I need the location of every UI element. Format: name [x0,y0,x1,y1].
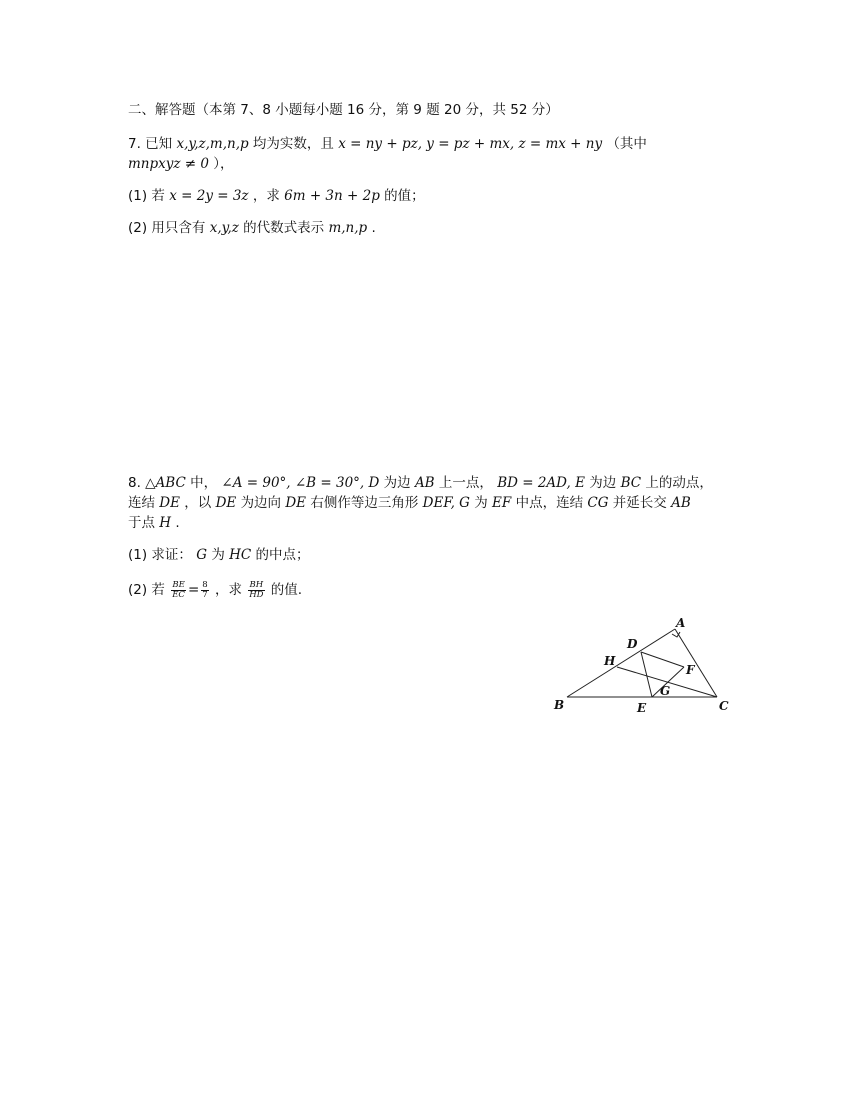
q8-triangle: ABC [155,475,186,491]
q7-part1-expression: 6m + 3n + 2p [284,188,380,204]
q8-part2 [128,578,302,602]
label-a: A [676,616,686,630]
q7-part2-suffix: . [371,220,376,236]
label-f: F [686,663,695,677]
q7-part2-vars: x,y,z [209,220,239,236]
q7-part2-prefix: (2) 用只含有 [128,220,206,236]
q8-part1 [128,546,310,564]
q8-text: 右侧作等边三角形 [310,495,419,511]
q7-part2 [128,219,376,237]
q7-text: ）， [213,156,234,172]
q8-part2-prefix: (2) 若 [128,582,165,598]
q8-part2-suffix: 的值. [270,582,303,598]
q8-text: 8. △ [128,475,156,491]
fraction-be-ec [171,581,186,600]
q8-part1-text: 为 [211,547,225,563]
q8-segment: HC [229,547,252,563]
label-g: G [660,684,671,698]
q8-part1-prefix: (1) 求证： [128,547,192,563]
q8-text: 于点 [128,515,155,531]
segment-ef [652,667,684,697]
q7-vars: x,y,z,m,n,p [176,136,249,152]
q8-text: 为边 [589,475,617,491]
q7-condition: mnpxyz ≠ 0 [128,156,209,172]
q8-part2-text: ，求 [214,582,242,598]
q8-text: 连结 [128,495,155,511]
q8-line1 [128,474,713,492]
q8-text: 上一点， [438,475,493,491]
q8-segment: DE [159,495,180,511]
q7-line2 [128,155,234,173]
q7-part1-text: ，求 [252,188,280,204]
q7-part2-target: m,n,p [328,220,368,236]
q8-segment: AB [671,495,691,511]
section-header: 二、解答题（本第 7、8 小题每小题 16 分，第 9 题 20 分，共 52 分） [128,102,559,118]
segment-df [641,652,684,667]
q8-segment: EF [492,495,512,511]
right-angle-mark [672,632,680,637]
q8-line2 [128,494,691,512]
q8-text: . [175,515,180,531]
fraction-8-7 [201,581,208,600]
fraction-numerator: BH [249,579,264,590]
label-e: E [637,701,647,715]
equals-sign: = [187,582,200,598]
label-h: H [604,654,616,668]
fraction-numerator: BE [172,579,185,590]
q8-triangle-def: DEF, G [422,495,470,511]
q8-text: ，以 [184,495,212,511]
q8-text: 上的动点， [645,475,713,491]
q7-text: 7. 已知 [128,136,173,152]
q7-part1-prefix: (1) 若 [128,188,165,204]
q7-part2-text: 的代数式表示 [243,220,325,236]
q8-segment: BC [620,475,642,491]
q8-text: 为边 [383,475,411,491]
q7-text: 均为实数，且 [252,136,334,152]
q8-point: G [196,547,208,563]
q8-point: H [159,515,172,531]
label-b: B [554,698,565,712]
fraction-bh-hd [248,581,264,600]
q8-segment: DE [285,495,307,511]
label-d: D [627,637,638,651]
fraction-denominator: HD [249,589,264,600]
q8-text: 中点，连结 [515,495,584,511]
q8-text: 为边向 [240,495,282,511]
q7-part1-equation: x = 2y = 3z [169,188,249,204]
q7-part1-suffix: 的值； [384,188,425,204]
q8-segment: CG [587,495,609,511]
segment-hc [617,667,717,697]
q8-condition: BD = 2AD, E [497,475,585,491]
fraction-numerator: 8 [202,579,208,590]
q8-line3 [128,514,180,532]
segment-ac [675,629,717,697]
q8-text: 为 [474,495,488,511]
q8-text: 并延长交 [612,495,667,511]
segment-ab [567,629,675,697]
q8-part1-suffix: 的中点； [255,547,310,563]
label-c: C [719,699,729,713]
segment-de [641,652,652,697]
q8-segment: AB [414,475,435,491]
q7-equations: x = ny + pz, y = pz + mx, z = mx + ny [338,136,603,152]
q7-line1 [128,135,647,153]
q8-segment: DE [215,495,237,511]
q8-angles: ∠A = 90°, ∠B = 30°, D [221,475,380,491]
q8-text: 中， [190,475,218,491]
q7-part1 [128,187,425,205]
fraction-denominator: 7 [202,589,208,600]
q7-text: （其中 [606,136,647,152]
fraction-denominator: EC [172,589,185,600]
